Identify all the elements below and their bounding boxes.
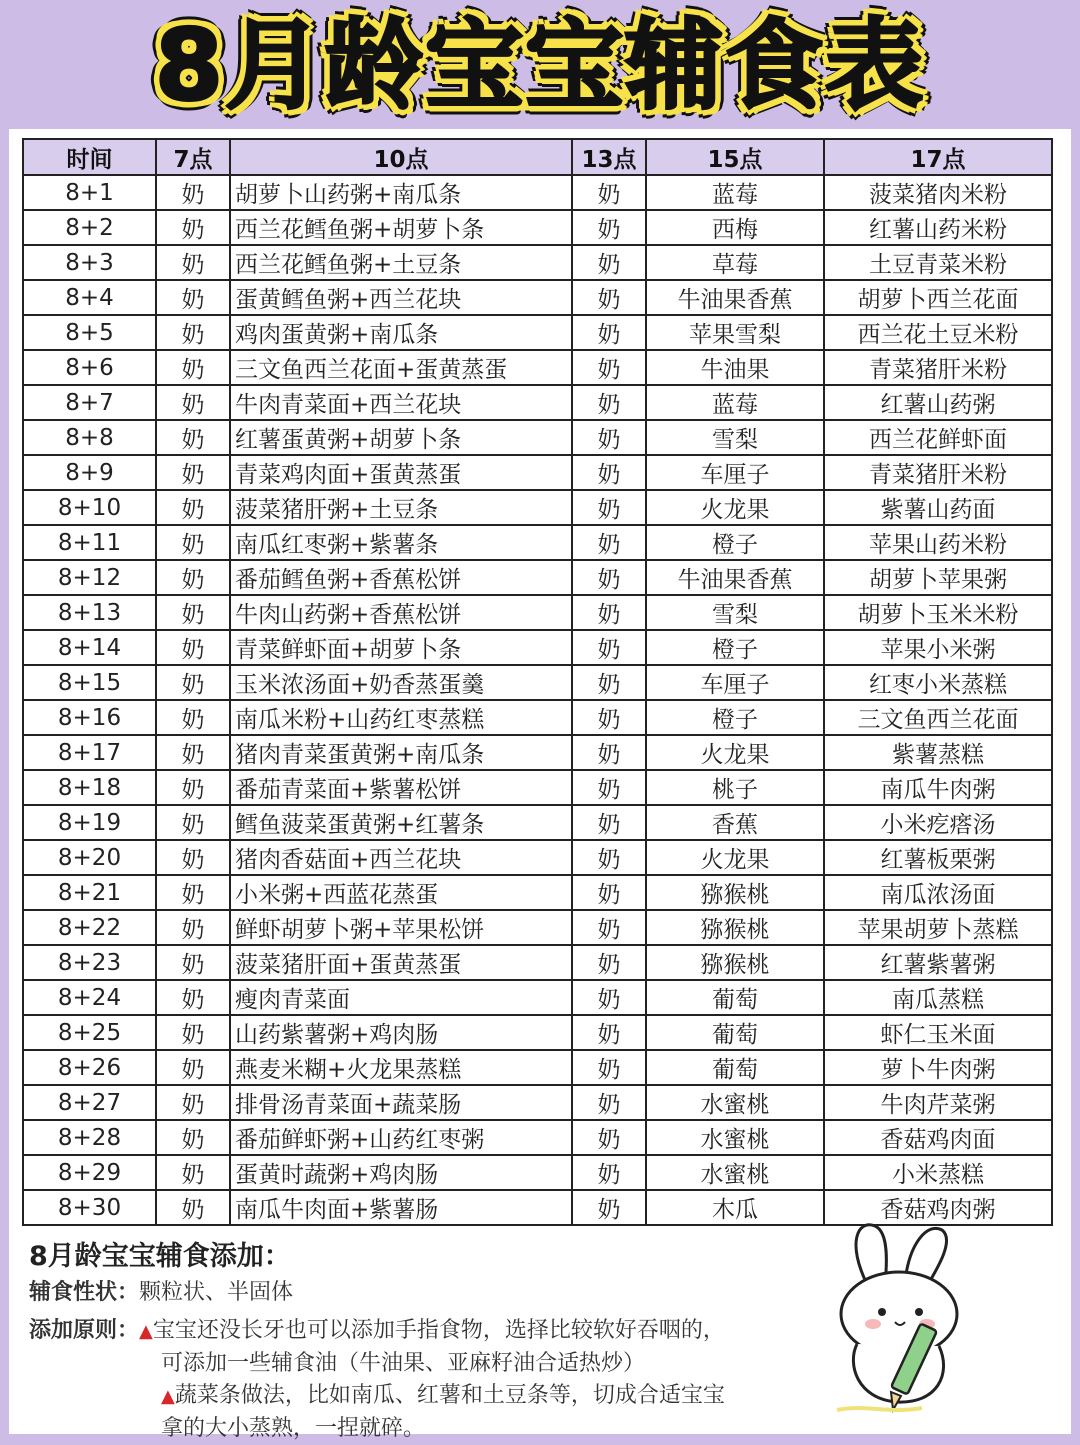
cell-15: 木瓜 [646, 1190, 824, 1225]
cell-15: 葡萄 [646, 1050, 824, 1085]
cell-15: 猕猴桃 [646, 945, 824, 980]
cell-7: 奶 [156, 525, 230, 560]
table-row [23, 175, 1052, 210]
cell-7: 奶 [156, 1085, 230, 1120]
table-row [23, 595, 1052, 630]
cell-17: 萝卜牛肉粥 [824, 1050, 1052, 1085]
cell-13: 奶 [572, 280, 646, 315]
principle-line-4 [29, 1413, 859, 1445]
cell-15: 橙子 [646, 700, 824, 735]
table-row [23, 840, 1052, 875]
cell-15: 火龙果 [646, 840, 824, 875]
table-row [23, 910, 1052, 945]
cell-13: 奶 [572, 910, 646, 945]
table-row [23, 945, 1052, 980]
cell-7: 奶 [156, 805, 230, 840]
texture-line [29, 1277, 859, 1309]
cell-time: 8+22 [23, 910, 156, 945]
cell-10: 鸡肉蛋黄粥+南瓜条 [230, 315, 572, 350]
cell-13: 奶 [572, 595, 646, 630]
cell-10: 三文鱼西兰花面+蛋黄蒸蛋 [230, 350, 572, 385]
cell-17: 南瓜牛肉粥 [824, 770, 1052, 805]
cell-10: 胡萝卜山药粥+南瓜条 [230, 175, 572, 210]
texture-label: 辅食性状： [29, 1280, 140, 1305]
cell-7: 奶 [156, 840, 230, 875]
principle-2a: 蔬菜条做法，比如南瓜、红薯和土豆条等，切成合适宝宝 [174, 1383, 725, 1408]
cell-17: 胡萝卜苹果粥 [824, 560, 1052, 595]
cell-time: 8+17 [23, 735, 156, 770]
table-row [23, 560, 1052, 595]
table-row [23, 455, 1052, 490]
cell-10: 瘦肉青菜面 [230, 980, 572, 1015]
bunny-pencil-icon [827, 1214, 977, 1414]
cell-10: 西兰花鳕鱼粥+土豆条 [230, 245, 572, 280]
cell-10: 小米粥+西蓝花蒸蛋 [230, 875, 572, 910]
cell-time: 8+1 [23, 175, 156, 210]
cell-10: 西兰花鳕鱼粥+胡萝卜条 [230, 210, 572, 245]
table-row [23, 875, 1052, 910]
cell-17: 南瓜浓汤面 [824, 875, 1052, 910]
cell-15: 牛油果香蕉 [646, 560, 824, 595]
table-row [23, 315, 1052, 350]
cell-17: 南瓜蒸糕 [824, 980, 1052, 1015]
cell-time: 8+23 [23, 945, 156, 980]
cell-7: 奶 [156, 1155, 230, 1190]
cell-17: 牛肉芹菜粥 [824, 1085, 1052, 1120]
cell-time: 8+26 [23, 1050, 156, 1085]
cell-13: 奶 [572, 665, 646, 700]
cell-15: 火龙果 [646, 490, 824, 525]
principle-1b: 可添加一些辅食油（牛油果、亚麻籽油合适热炒） [161, 1351, 646, 1376]
cell-15: 草莓 [646, 245, 824, 280]
header-17: 17点 [824, 139, 1052, 175]
cell-10: 鳕鱼菠菜蛋黄粥+红薯条 [230, 805, 572, 840]
cell-17: 青菜猪肝米粉 [824, 350, 1052, 385]
cell-time: 8+11 [23, 525, 156, 560]
cell-13: 奶 [572, 1155, 646, 1190]
red-triangle-icon: ▲ [139, 1321, 153, 1342]
table-row [23, 735, 1052, 770]
table-row [23, 350, 1052, 385]
cell-13: 奶 [572, 350, 646, 385]
table-row [23, 1050, 1052, 1085]
feeding-table [22, 138, 1053, 1226]
cell-7: 奶 [156, 350, 230, 385]
cell-7: 奶 [156, 175, 230, 210]
cell-time: 8+20 [23, 840, 156, 875]
cell-17: 香菇鸡肉粥 [824, 1190, 1052, 1225]
cell-15: 牛油果 [646, 350, 824, 385]
cell-time: 8+29 [23, 1155, 156, 1190]
cell-10: 猪肉香菇面+西兰花块 [230, 840, 572, 875]
cell-10: 猪肉青菜蛋黄粥+南瓜条 [230, 735, 572, 770]
cell-17: 苹果小米粥 [824, 630, 1052, 665]
table-row [23, 490, 1052, 525]
cell-13: 奶 [572, 980, 646, 1015]
cell-13: 奶 [572, 1085, 646, 1120]
table-row [23, 420, 1052, 455]
table-row [23, 980, 1052, 1015]
cell-time: 8+6 [23, 350, 156, 385]
cell-17: 胡萝卜西兰花面 [824, 280, 1052, 315]
principle-line-1 [29, 1315, 859, 1348]
cell-7: 奶 [156, 385, 230, 420]
principle-label: 添加原则： [29, 1318, 140, 1343]
cell-time: 8+30 [23, 1190, 156, 1225]
cell-17: 红枣小米蒸糕 [824, 665, 1052, 700]
principle-2b: 拿的大小蒸熟，一捏就碎。 [161, 1416, 426, 1441]
cell-15: 桃子 [646, 770, 824, 805]
principle-line-3 [29, 1380, 859, 1413]
cell-time: 8+3 [23, 245, 156, 280]
cell-time: 8+14 [23, 630, 156, 665]
cell-13: 奶 [572, 560, 646, 595]
cell-7: 奶 [156, 1050, 230, 1085]
cell-10: 玉米浓汤面+奶香蒸蛋羹 [230, 665, 572, 700]
cell-7: 奶 [156, 1190, 230, 1225]
cell-15: 水蜜桃 [646, 1120, 824, 1155]
cell-7: 奶 [156, 490, 230, 525]
cell-17: 苹果胡萝卜蒸糕 [824, 910, 1052, 945]
cell-7: 奶 [156, 770, 230, 805]
cell-15: 蓝莓 [646, 385, 824, 420]
cell-10: 南瓜牛肉面+紫薯肠 [230, 1190, 572, 1225]
table-row [23, 1120, 1052, 1155]
cell-15: 车厘子 [646, 455, 824, 490]
cell-time: 8+19 [23, 805, 156, 840]
cell-time: 8+8 [23, 420, 156, 455]
table-row [23, 245, 1052, 280]
cell-15: 雪梨 [646, 420, 824, 455]
table-row [23, 1155, 1052, 1190]
cell-13: 奶 [572, 455, 646, 490]
cell-time: 8+9 [23, 455, 156, 490]
cell-15: 葡萄 [646, 1015, 824, 1050]
cell-time: 8+25 [23, 1015, 156, 1050]
cell-13: 奶 [572, 1050, 646, 1085]
cell-7: 奶 [156, 1015, 230, 1050]
cell-7: 奶 [156, 665, 230, 700]
cell-10: 菠菜猪肝粥+土豆条 [230, 490, 572, 525]
cell-15: 香蕉 [646, 805, 824, 840]
cell-time: 8+27 [23, 1085, 156, 1120]
cell-15: 橙子 [646, 630, 824, 665]
cell-17: 三文鱼西兰花面 [824, 700, 1052, 735]
cell-15: 葡萄 [646, 980, 824, 1015]
principle-1a: 宝宝还没长牙也可以添加手指食物，选择比较软好吞咽的， [152, 1318, 725, 1343]
cell-15: 火龙果 [646, 735, 824, 770]
cell-time: 8+21 [23, 875, 156, 910]
table-body [23, 175, 1052, 1225]
cell-13: 奶 [572, 770, 646, 805]
table-row [23, 210, 1052, 245]
cell-time: 8+5 [23, 315, 156, 350]
cell-10: 蛋黄鳕鱼粥+西兰花块 [230, 280, 572, 315]
header-15: 15点 [646, 139, 824, 175]
cell-time: 8+12 [23, 560, 156, 595]
cell-7: 奶 [156, 245, 230, 280]
cell-15: 水蜜桃 [646, 1155, 824, 1190]
cell-10: 青菜鲜虾面+胡萝卜条 [230, 630, 572, 665]
cell-17: 西兰花土豆米粉 [824, 315, 1052, 350]
cell-7: 奶 [156, 875, 230, 910]
table-header-row [23, 139, 1052, 175]
cell-7: 奶 [156, 735, 230, 770]
cell-10: 山药紫薯粥+鸡肉肠 [230, 1015, 572, 1050]
header-7: 7点 [156, 139, 230, 175]
cell-10: 牛肉青菜面+西兰花块 [230, 385, 572, 420]
cell-7: 奶 [156, 630, 230, 665]
table-row [23, 385, 1052, 420]
cell-time: 8+15 [23, 665, 156, 700]
cell-17: 紫薯山药面 [824, 490, 1052, 525]
cell-10: 番茄鳕鱼粥+香蕉松饼 [230, 560, 572, 595]
table-row [23, 1085, 1052, 1120]
principle-line-2 [29, 1348, 859, 1380]
cell-17: 香菇鸡肉面 [824, 1120, 1052, 1155]
cell-time: 8+10 [23, 490, 156, 525]
cell-10: 南瓜红枣粥+紫薯条 [230, 525, 572, 560]
cell-17: 小米蒸糕 [824, 1155, 1052, 1190]
cell-7: 奶 [156, 560, 230, 595]
cell-13: 奶 [572, 490, 646, 525]
cell-10: 番茄青菜面+紫薯松饼 [230, 770, 572, 805]
cell-7: 奶 [156, 945, 230, 980]
table-row [23, 280, 1052, 315]
cell-10: 南瓜米粉+山药红枣蒸糕 [230, 700, 572, 735]
cell-13: 奶 [572, 1190, 646, 1225]
cell-time: 8+16 [23, 700, 156, 735]
cell-time: 8+2 [23, 210, 156, 245]
cell-13: 奶 [572, 385, 646, 420]
cell-13: 奶 [572, 210, 646, 245]
cell-17: 土豆青菜米粉 [824, 245, 1052, 280]
cell-13: 奶 [572, 945, 646, 980]
cell-17: 青菜猪肝米粉 [824, 455, 1052, 490]
cell-13: 奶 [572, 840, 646, 875]
cell-7: 奶 [156, 700, 230, 735]
cell-15: 牛油果香蕉 [646, 280, 824, 315]
cell-7: 奶 [156, 980, 230, 1015]
cell-17: 胡萝卜玉米米粉 [824, 595, 1052, 630]
cell-17: 菠菜猪肉米粉 [824, 175, 1052, 210]
notes-section [29, 1234, 859, 1445]
cell-17: 小米疙瘩汤 [824, 805, 1052, 840]
cell-7: 奶 [156, 420, 230, 455]
cell-time: 8+7 [23, 385, 156, 420]
cell-17: 红薯山药米粉 [824, 210, 1052, 245]
cell-7: 奶 [156, 210, 230, 245]
cell-13: 奶 [572, 175, 646, 210]
cell-7: 奶 [156, 280, 230, 315]
cell-17: 红薯紫薯粥 [824, 945, 1052, 980]
cell-13: 奶 [572, 420, 646, 455]
header-10: 10点 [230, 139, 572, 175]
cell-time: 8+24 [23, 980, 156, 1015]
cell-15: 雪梨 [646, 595, 824, 630]
cell-13: 奶 [572, 630, 646, 665]
cell-13: 奶 [572, 735, 646, 770]
cell-time: 8+13 [23, 595, 156, 630]
table-row [23, 700, 1052, 735]
cell-10: 牛肉山药粥+香蕉松饼 [230, 595, 572, 630]
cell-15: 蓝莓 [646, 175, 824, 210]
cell-15: 车厘子 [646, 665, 824, 700]
cell-time: 8+4 [23, 280, 156, 315]
cell-time: 8+18 [23, 770, 156, 805]
cell-15: 苹果雪梨 [646, 315, 824, 350]
cell-7: 奶 [156, 1120, 230, 1155]
cell-10: 排骨汤青菜面+蔬菜肠 [230, 1085, 572, 1120]
cell-13: 奶 [572, 700, 646, 735]
cell-17: 红薯山药粥 [824, 385, 1052, 420]
cell-10: 蛋黄时蔬粥+鸡肉肠 [230, 1155, 572, 1190]
cell-10: 番茄鲜虾粥+山药红枣粥 [230, 1120, 572, 1155]
cell-13: 奶 [572, 1120, 646, 1155]
cell-13: 奶 [572, 525, 646, 560]
cell-13: 奶 [572, 875, 646, 910]
table-row [23, 665, 1052, 700]
table-row [23, 525, 1052, 560]
table-row [23, 805, 1052, 840]
cell-17: 紫薯蒸糕 [824, 735, 1052, 770]
cell-10: 菠菜猪肝面+蛋黄蒸蛋 [230, 945, 572, 980]
header-time: 时间 [23, 139, 156, 175]
cell-7: 奶 [156, 315, 230, 350]
table-row [23, 770, 1052, 805]
cell-7: 奶 [156, 455, 230, 490]
table-row [23, 1015, 1052, 1050]
texture-value: 颗粒状、半固体 [139, 1280, 294, 1305]
cell-10: 鲜虾胡萝卜粥+苹果松饼 [230, 910, 572, 945]
cell-time: 8+28 [23, 1120, 156, 1155]
cell-7: 奶 [156, 595, 230, 630]
cell-13: 奶 [572, 245, 646, 280]
table-row [23, 630, 1052, 665]
cell-17: 红薯板栗粥 [824, 840, 1052, 875]
cell-17: 虾仁玉米面 [824, 1015, 1052, 1050]
cell-10: 青菜鸡肉面+蛋黄蒸蛋 [230, 455, 572, 490]
notes-heading: 8月龄宝宝辅食添加： [29, 1241, 291, 1272]
cell-13: 奶 [572, 1015, 646, 1050]
cell-13: 奶 [572, 805, 646, 840]
cell-15: 水蜜桃 [646, 1085, 824, 1120]
page-title: 8月龄宝宝辅食表 [154, 9, 926, 123]
cell-15: 西梅 [646, 210, 824, 245]
cell-10: 红薯蛋黄粥+胡萝卜条 [230, 420, 572, 455]
red-triangle-icon: ▲ [161, 1386, 175, 1407]
cell-15: 猕猴桃 [646, 910, 824, 945]
cell-17: 西兰花鲜虾面 [824, 420, 1052, 455]
cell-13: 奶 [572, 315, 646, 350]
header-13: 13点 [572, 139, 646, 175]
cell-7: 奶 [156, 910, 230, 945]
cell-15: 橙子 [646, 525, 824, 560]
cell-10: 燕麦米糊+火龙果蒸糕 [230, 1050, 572, 1085]
content-card [9, 129, 1071, 1441]
cell-17: 苹果山药米粉 [824, 525, 1052, 560]
cell-15: 猕猴桃 [646, 875, 824, 910]
